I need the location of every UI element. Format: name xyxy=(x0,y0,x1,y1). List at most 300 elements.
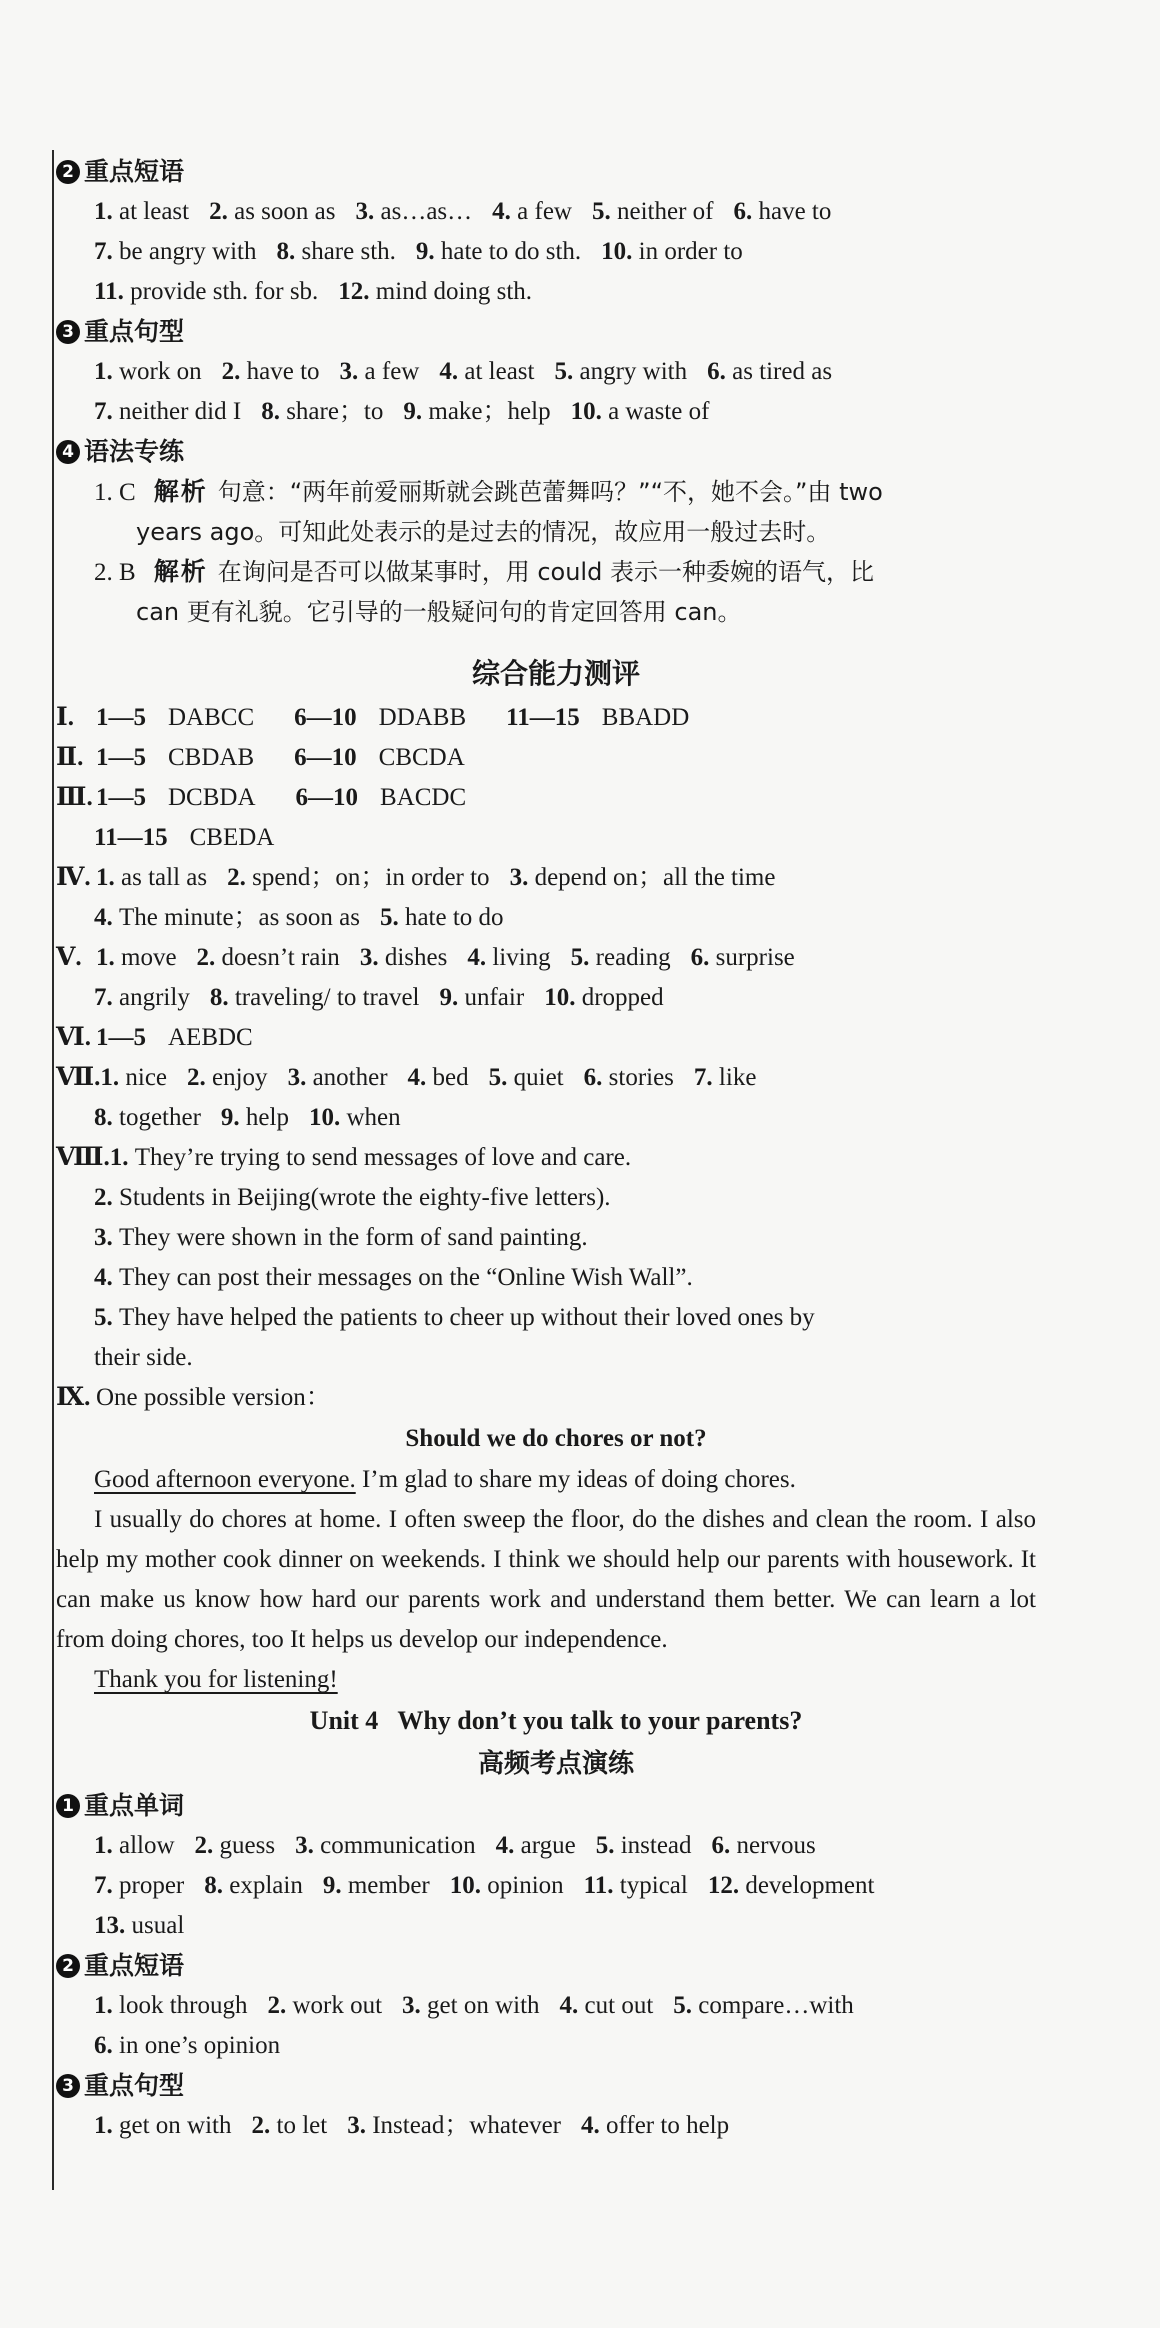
list-item xyxy=(467,944,550,971)
item-text: make；help xyxy=(428,398,551,425)
section-title: 重点短语 xyxy=(84,1951,185,1980)
list-item xyxy=(403,398,550,425)
item-text: in order to xyxy=(638,238,743,265)
section-number-badge: 3 xyxy=(56,2074,80,2098)
item-text: as tall as xyxy=(121,864,208,891)
essay-closing xyxy=(56,1660,1056,1700)
item-text: unfair xyxy=(464,984,525,1011)
item-number: 2. xyxy=(187,1064,213,1091)
item-text: another xyxy=(312,1064,388,1091)
range: 11—15 xyxy=(506,704,580,731)
item-number: 5. xyxy=(591,198,617,225)
list-item xyxy=(592,198,713,225)
item-text: cut out xyxy=(584,1992,654,2019)
item-number: 2. xyxy=(227,864,253,891)
answer-row xyxy=(56,352,1056,392)
item-number: 7. xyxy=(94,984,119,1011)
item-number: 7. xyxy=(94,1872,119,1899)
item-text: communication xyxy=(320,1832,476,1859)
item-number: 1. xyxy=(96,944,121,971)
answers: BACDC xyxy=(380,784,467,811)
list-item xyxy=(94,1912,184,1939)
range: 1—5 xyxy=(96,784,146,811)
answer-row xyxy=(56,2106,1056,2146)
part-VI xyxy=(56,1018,1056,1058)
item-number: 4. xyxy=(559,1992,585,2019)
answer-sentence: They’re trying to send messages of love and care. xyxy=(134,1144,632,1171)
list-item xyxy=(439,984,524,1011)
answers: BBADD xyxy=(601,704,690,731)
item-number: 2. xyxy=(221,358,247,385)
item-text: a few xyxy=(364,358,420,385)
part-VII-cont xyxy=(56,1098,1056,1138)
list-item xyxy=(221,1104,289,1131)
list-item xyxy=(94,2032,280,2059)
item-text: angrily xyxy=(119,984,190,1011)
item-number: 11. xyxy=(94,278,131,305)
item-text: depend on；all the time xyxy=(534,864,776,891)
grammar-answer-1 xyxy=(56,472,1056,512)
item-number: 4. xyxy=(439,358,465,385)
list-item xyxy=(267,1992,382,2019)
answer-sentence-row: 2. Students in Beijing(wrote the eighty-five letters). xyxy=(94,1184,611,1211)
item-text: mind doing sth. xyxy=(375,278,533,305)
list-item xyxy=(708,1872,875,1899)
item-number: 6. xyxy=(690,944,716,971)
item-number: 8. xyxy=(276,238,302,265)
answer-row xyxy=(56,1906,1056,1946)
item-number: 8. xyxy=(209,984,235,1011)
item-number: 10. xyxy=(544,984,582,1011)
section-heading-phrases xyxy=(56,152,1056,192)
section-title: 重点单词 xyxy=(84,1791,185,1820)
part-II xyxy=(56,738,1056,778)
list-item xyxy=(380,904,504,931)
item-number: 5. xyxy=(554,358,580,385)
item-text: stories xyxy=(608,1064,674,1091)
answer-sentence: They have helped the patients to cheer up without their loved ones by xyxy=(119,1304,815,1331)
section-heading-phrases-2 xyxy=(56,1946,1056,1986)
list-item xyxy=(222,358,320,385)
item-number: 3. xyxy=(339,358,365,385)
item-text: as tired as xyxy=(732,358,833,385)
answers: DCBDA xyxy=(168,784,256,811)
answer-list xyxy=(100,1064,756,1091)
item-text: nervous xyxy=(736,1832,816,1859)
item-number: 3. xyxy=(402,1992,428,2019)
list-item xyxy=(94,198,189,225)
answer-sentence-row: 3. They were shown in the form of sand painting. xyxy=(94,1224,588,1251)
item-number: 3. xyxy=(295,1832,321,1859)
item-text: at least xyxy=(464,358,535,385)
section-heading-sentences xyxy=(56,312,1056,352)
section-number-badge: 1 xyxy=(56,1794,80,1818)
item-text: share；to xyxy=(286,398,384,425)
answer-row xyxy=(56,392,1056,432)
item-number: 3. xyxy=(287,1064,313,1091)
list-item xyxy=(323,1872,430,1899)
item-text: enjoy xyxy=(212,1064,268,1091)
item-number: 4. xyxy=(492,198,518,225)
list-item xyxy=(94,1104,201,1131)
answer-row xyxy=(56,232,1056,272)
part-IV xyxy=(56,858,1056,898)
item-text: move xyxy=(121,944,177,971)
list-item xyxy=(340,358,420,385)
list-item xyxy=(96,944,177,971)
list-item xyxy=(347,2112,561,2139)
list-item xyxy=(712,1832,816,1859)
section-number-badge: 3 xyxy=(56,320,80,344)
answer-choice: 1. C xyxy=(94,479,136,506)
item-text: work on xyxy=(119,358,202,385)
section-number-badge: 4 xyxy=(56,440,80,464)
item-text: dishes xyxy=(384,944,448,971)
answer-list xyxy=(96,864,775,891)
range: 1—5 xyxy=(96,704,146,731)
item-number: 1. xyxy=(94,358,119,385)
item-text: guess xyxy=(219,1832,276,1859)
section-title: 语法专练 xyxy=(84,437,185,466)
answer-sentence-cont: their side. xyxy=(94,1344,193,1371)
item-text: have to xyxy=(758,198,832,225)
item-number: 12. xyxy=(338,278,376,305)
item-text: instead xyxy=(620,1832,692,1859)
item-number: 5. xyxy=(570,944,596,971)
section-heading-sentences-2 xyxy=(56,2066,1056,2106)
range: 6—10 xyxy=(295,784,359,811)
item-number: 3. xyxy=(509,864,535,891)
list-item xyxy=(571,944,671,971)
roman-numeral: Ⅸ. xyxy=(56,1384,91,1411)
roman-numeral: Ⅴ. xyxy=(56,944,82,971)
answer-sentence: They were shown in the form of sand painting. xyxy=(119,1224,588,1251)
list-item xyxy=(195,1832,276,1859)
answer-row xyxy=(56,1866,1056,1906)
item-number: 11. xyxy=(583,1872,620,1899)
roman-numeral: Ⅰ. xyxy=(56,704,74,731)
item-text: in one’s opinion xyxy=(119,2032,281,2059)
item-text: be angry with xyxy=(119,238,257,265)
item-number: 7. xyxy=(693,1064,719,1091)
list-item xyxy=(673,1992,854,2019)
list-item xyxy=(204,1872,303,1899)
list-item xyxy=(733,198,831,225)
item-text: explain xyxy=(229,1872,303,1899)
item-number: 6. xyxy=(583,1064,609,1091)
essay-body: I usually do chores at home. I often sweep the floor, do the dishes and clean the room. I also help my mother cook dinner on weekends. I think we should help our parents with housework. It can make us know how hard our parents work and understand them better. We can learn a lot from doing chores, too It helps us develop our independence. xyxy=(56,1506,1036,1653)
test-title: 综合能力测评 xyxy=(471,657,640,690)
item-text: Instead；whatever xyxy=(372,2112,561,2139)
answer-row xyxy=(56,2026,1056,2066)
answer-row xyxy=(56,1826,1056,1866)
item-text: offer to help xyxy=(606,2112,730,2139)
item-number: 6. xyxy=(94,2032,119,2059)
item-text: a few xyxy=(517,198,572,225)
item-text: development xyxy=(745,1872,875,1899)
analysis-text: 句意：“两年前爱丽斯就会跳芭蕾舞吗？”“不，她不会。”由 two xyxy=(217,478,883,506)
section-heading-grammar xyxy=(56,432,1056,472)
item-number: 9. xyxy=(415,238,441,265)
answer-row xyxy=(56,192,1056,232)
item-text: living xyxy=(492,944,551,971)
item-number: 5. xyxy=(673,1992,699,2019)
part-IX xyxy=(56,1378,1056,1418)
answers: AEBDC xyxy=(168,1024,253,1051)
item-number: 13. xyxy=(94,1912,132,1939)
item-number: 1. xyxy=(100,1064,126,1091)
answer-sentence: They can post their messages on the “Online Wish Wall”. xyxy=(119,1264,693,1291)
item-number: 8. xyxy=(94,1104,119,1131)
analysis-text: 在询问是否可以做某事时，用 could 表示一种委婉的语气，比 xyxy=(217,558,874,586)
analysis-text-cont: can 更有礼貌。它引导的一般疑问句的肯定回答用 can。 xyxy=(136,598,742,626)
list-item xyxy=(492,198,572,225)
item-text: neither did I xyxy=(119,398,242,425)
list-item xyxy=(356,198,473,225)
part-III xyxy=(56,778,1056,818)
unit-title-text: Unit 4 Why don’t you talk to your parents? xyxy=(309,1706,803,1735)
answers: CBCDA xyxy=(378,744,465,771)
list-item xyxy=(360,944,448,971)
section-title: 重点短语 xyxy=(84,157,185,186)
part-V xyxy=(56,938,1056,978)
answer-list xyxy=(96,944,795,971)
item-number: 2. xyxy=(251,2112,277,2139)
item-number: 9. xyxy=(403,398,429,425)
answer-sentence-row: 5. They have helped the patients to cheer up without their loved ones by xyxy=(94,1304,815,1331)
item-number: 1. xyxy=(96,864,121,891)
item-text: look through xyxy=(119,1992,248,2019)
item-number: 12. xyxy=(707,1872,746,1899)
list-item xyxy=(94,2112,232,2139)
item-text: a waste of xyxy=(608,398,710,425)
answer-choice: 2. B xyxy=(94,559,136,586)
item-number: 5. xyxy=(595,1832,621,1859)
range: 1—5 xyxy=(96,744,146,771)
item-number: 10. xyxy=(308,1104,347,1131)
item-number: 10. xyxy=(601,238,639,265)
item-text: as…as… xyxy=(380,198,473,225)
range: 1—5 xyxy=(96,1024,146,1051)
list-item xyxy=(402,1992,540,2019)
essay-intro: One possible version： xyxy=(96,1384,331,1411)
answer-sentence: Students in Beijing(wrote the eighty-five letters). xyxy=(119,1184,611,1211)
left-margin-rule xyxy=(52,150,54,2190)
list-item xyxy=(338,278,532,305)
item-text: nice xyxy=(125,1064,168,1091)
list-item xyxy=(439,358,534,385)
item-text: neither of xyxy=(616,198,714,225)
item-text: compare…with xyxy=(698,1992,854,2019)
range: 11—15 xyxy=(94,824,168,851)
item-text: as soon as xyxy=(234,198,336,225)
essay-greeting xyxy=(56,1460,1056,1500)
analysis-label: 解析 xyxy=(153,557,208,586)
item-text: quiet xyxy=(513,1064,564,1091)
list-item xyxy=(691,944,795,971)
item-number: 2. xyxy=(196,944,222,971)
unit-subtitle: 高频考点演练 xyxy=(477,1749,634,1779)
part-I xyxy=(56,698,1056,738)
list-item xyxy=(94,1872,184,1899)
item-text: get on with xyxy=(119,2112,232,2139)
item-number: 9. xyxy=(220,1104,246,1131)
answers: CBEDA xyxy=(189,824,275,851)
list-item xyxy=(295,1832,476,1859)
item-number: 3. xyxy=(355,198,381,225)
list-item xyxy=(100,1064,167,1091)
item-number: 10. xyxy=(570,398,609,425)
list-item xyxy=(94,358,202,385)
item-text: bed xyxy=(432,1064,469,1091)
list-item xyxy=(197,944,340,971)
list-item xyxy=(450,1872,564,1899)
section-number-badge: 2 xyxy=(56,1954,80,1978)
item-number: 10. xyxy=(449,1872,488,1899)
item-number: 1. xyxy=(94,2112,119,2139)
grammar-answer-2 xyxy=(56,552,1056,592)
item-text: to let xyxy=(276,2112,328,2139)
item-number: 8. xyxy=(261,398,287,425)
list-item xyxy=(96,864,207,891)
analysis-label: 解析 xyxy=(153,477,208,506)
section-number-badge: 2 xyxy=(56,160,80,184)
essay-closing-underlined: Thank you for listening! xyxy=(94,1666,338,1693)
item-text: The minute；as soon as xyxy=(119,904,360,931)
list-item xyxy=(581,2112,729,2139)
roman-numeral: Ⅷ. xyxy=(56,1144,110,1171)
item-number: 1. xyxy=(94,1992,119,2019)
list-item xyxy=(707,358,832,385)
item-number: 6. xyxy=(711,1832,737,1859)
list-item xyxy=(94,984,190,1011)
item-number: 8. xyxy=(204,1872,230,1899)
item-text: doesn’t rain xyxy=(221,944,340,971)
list-item xyxy=(694,1064,757,1091)
item-text: help xyxy=(245,1104,289,1131)
item-number: 2. xyxy=(267,1992,293,2019)
list-item xyxy=(94,1832,175,1859)
item-text: hate to do sth. xyxy=(440,238,582,265)
item-number: 3. xyxy=(347,2112,373,2139)
item-text: surprise xyxy=(715,944,795,971)
item-text: proper xyxy=(119,1872,185,1899)
unit-title xyxy=(56,1700,1056,1742)
section-heading-words xyxy=(56,1786,1056,1826)
item-number: 9. xyxy=(322,1872,348,1899)
item-text: get on with xyxy=(427,1992,540,2019)
item-text: allow xyxy=(119,1832,175,1859)
range: 6—10 xyxy=(294,744,357,771)
item-number: 4. xyxy=(467,944,493,971)
list-item xyxy=(416,238,581,265)
part-VII xyxy=(56,1058,1056,1098)
item-text: hate to do xyxy=(404,904,504,931)
item-number: 2. xyxy=(194,1832,220,1859)
item-number: 3. xyxy=(359,944,385,971)
answers: DABCC xyxy=(168,704,255,731)
list-item xyxy=(209,198,335,225)
item-text: member xyxy=(347,1872,430,1899)
essay-greeting-rest: I’m glad to share my ideas of doing chores. xyxy=(355,1466,796,1493)
item-number: 6. xyxy=(733,198,759,225)
range: 6—10 xyxy=(294,704,357,731)
list-item xyxy=(554,358,687,385)
item-text: share sth. xyxy=(301,238,396,265)
item-text: dropped xyxy=(581,984,664,1011)
item-number: 6. xyxy=(707,358,733,385)
item-text: have to xyxy=(246,358,320,385)
list-item xyxy=(571,398,710,425)
item-number: 7. xyxy=(94,238,119,265)
section-title: 重点句型 xyxy=(84,317,185,346)
essay-greeting-underlined: Good afternoon everyone. xyxy=(94,1466,356,1493)
answer-row xyxy=(56,272,1056,312)
roman-numeral: Ⅲ. xyxy=(56,784,93,811)
answer-row xyxy=(56,1986,1056,2026)
list-item xyxy=(408,1064,469,1091)
list-item xyxy=(210,984,420,1011)
analysis-text-cont: years ago。可知此处表示的是过去的情况，故应用一般过去时。 xyxy=(136,518,831,546)
item-text: provide sth. for sb. xyxy=(130,278,319,305)
answers: DDABB xyxy=(378,704,467,731)
essay-title: Should we do chores or not? xyxy=(405,1425,707,1452)
list-item xyxy=(489,1064,564,1091)
part-III-cont xyxy=(56,818,1056,858)
roman-numeral: Ⅳ. xyxy=(56,864,91,891)
item-number: 1. xyxy=(94,1832,119,1859)
list-item xyxy=(94,238,256,265)
list-item xyxy=(510,864,776,891)
item-text: opinion xyxy=(487,1872,564,1899)
item-text: work out xyxy=(292,1992,383,2019)
item-number: 4. xyxy=(407,1064,433,1091)
item-text: when xyxy=(346,1104,401,1131)
item-number: 4. xyxy=(94,904,119,931)
list-item xyxy=(276,238,395,265)
list-item xyxy=(596,1832,692,1859)
list-item xyxy=(309,1104,401,1131)
item-number: 5. xyxy=(488,1064,514,1091)
item-number: 1. xyxy=(94,198,119,225)
roman-numeral: Ⅶ. xyxy=(56,1064,101,1091)
item-number: 4. xyxy=(495,1832,521,1859)
item-text: angry with xyxy=(579,358,688,385)
list-item xyxy=(584,1064,674,1091)
item-number: 2. xyxy=(209,198,235,225)
list-item xyxy=(560,1992,654,2019)
list-item xyxy=(544,984,663,1011)
roman-numeral: Ⅱ. xyxy=(56,744,84,771)
item-text: like xyxy=(718,1064,757,1091)
answers: CBDAB xyxy=(168,744,255,771)
list-item xyxy=(584,1872,688,1899)
item-text: usual xyxy=(131,1912,185,1939)
roman-numeral: Ⅵ. xyxy=(56,1024,91,1051)
list-item xyxy=(187,1064,268,1091)
list-item xyxy=(94,278,318,305)
list-item xyxy=(94,904,360,931)
part-V-cont xyxy=(56,978,1056,1018)
list-item xyxy=(94,1992,247,2019)
item-text: typical xyxy=(619,1872,688,1899)
list-item xyxy=(252,2112,328,2139)
list-item xyxy=(601,238,743,265)
list-item xyxy=(261,398,383,425)
item-text: traveling/ to travel xyxy=(234,984,420,1011)
item-text: at least xyxy=(119,198,190,225)
item-number: 9. xyxy=(439,984,465,1011)
